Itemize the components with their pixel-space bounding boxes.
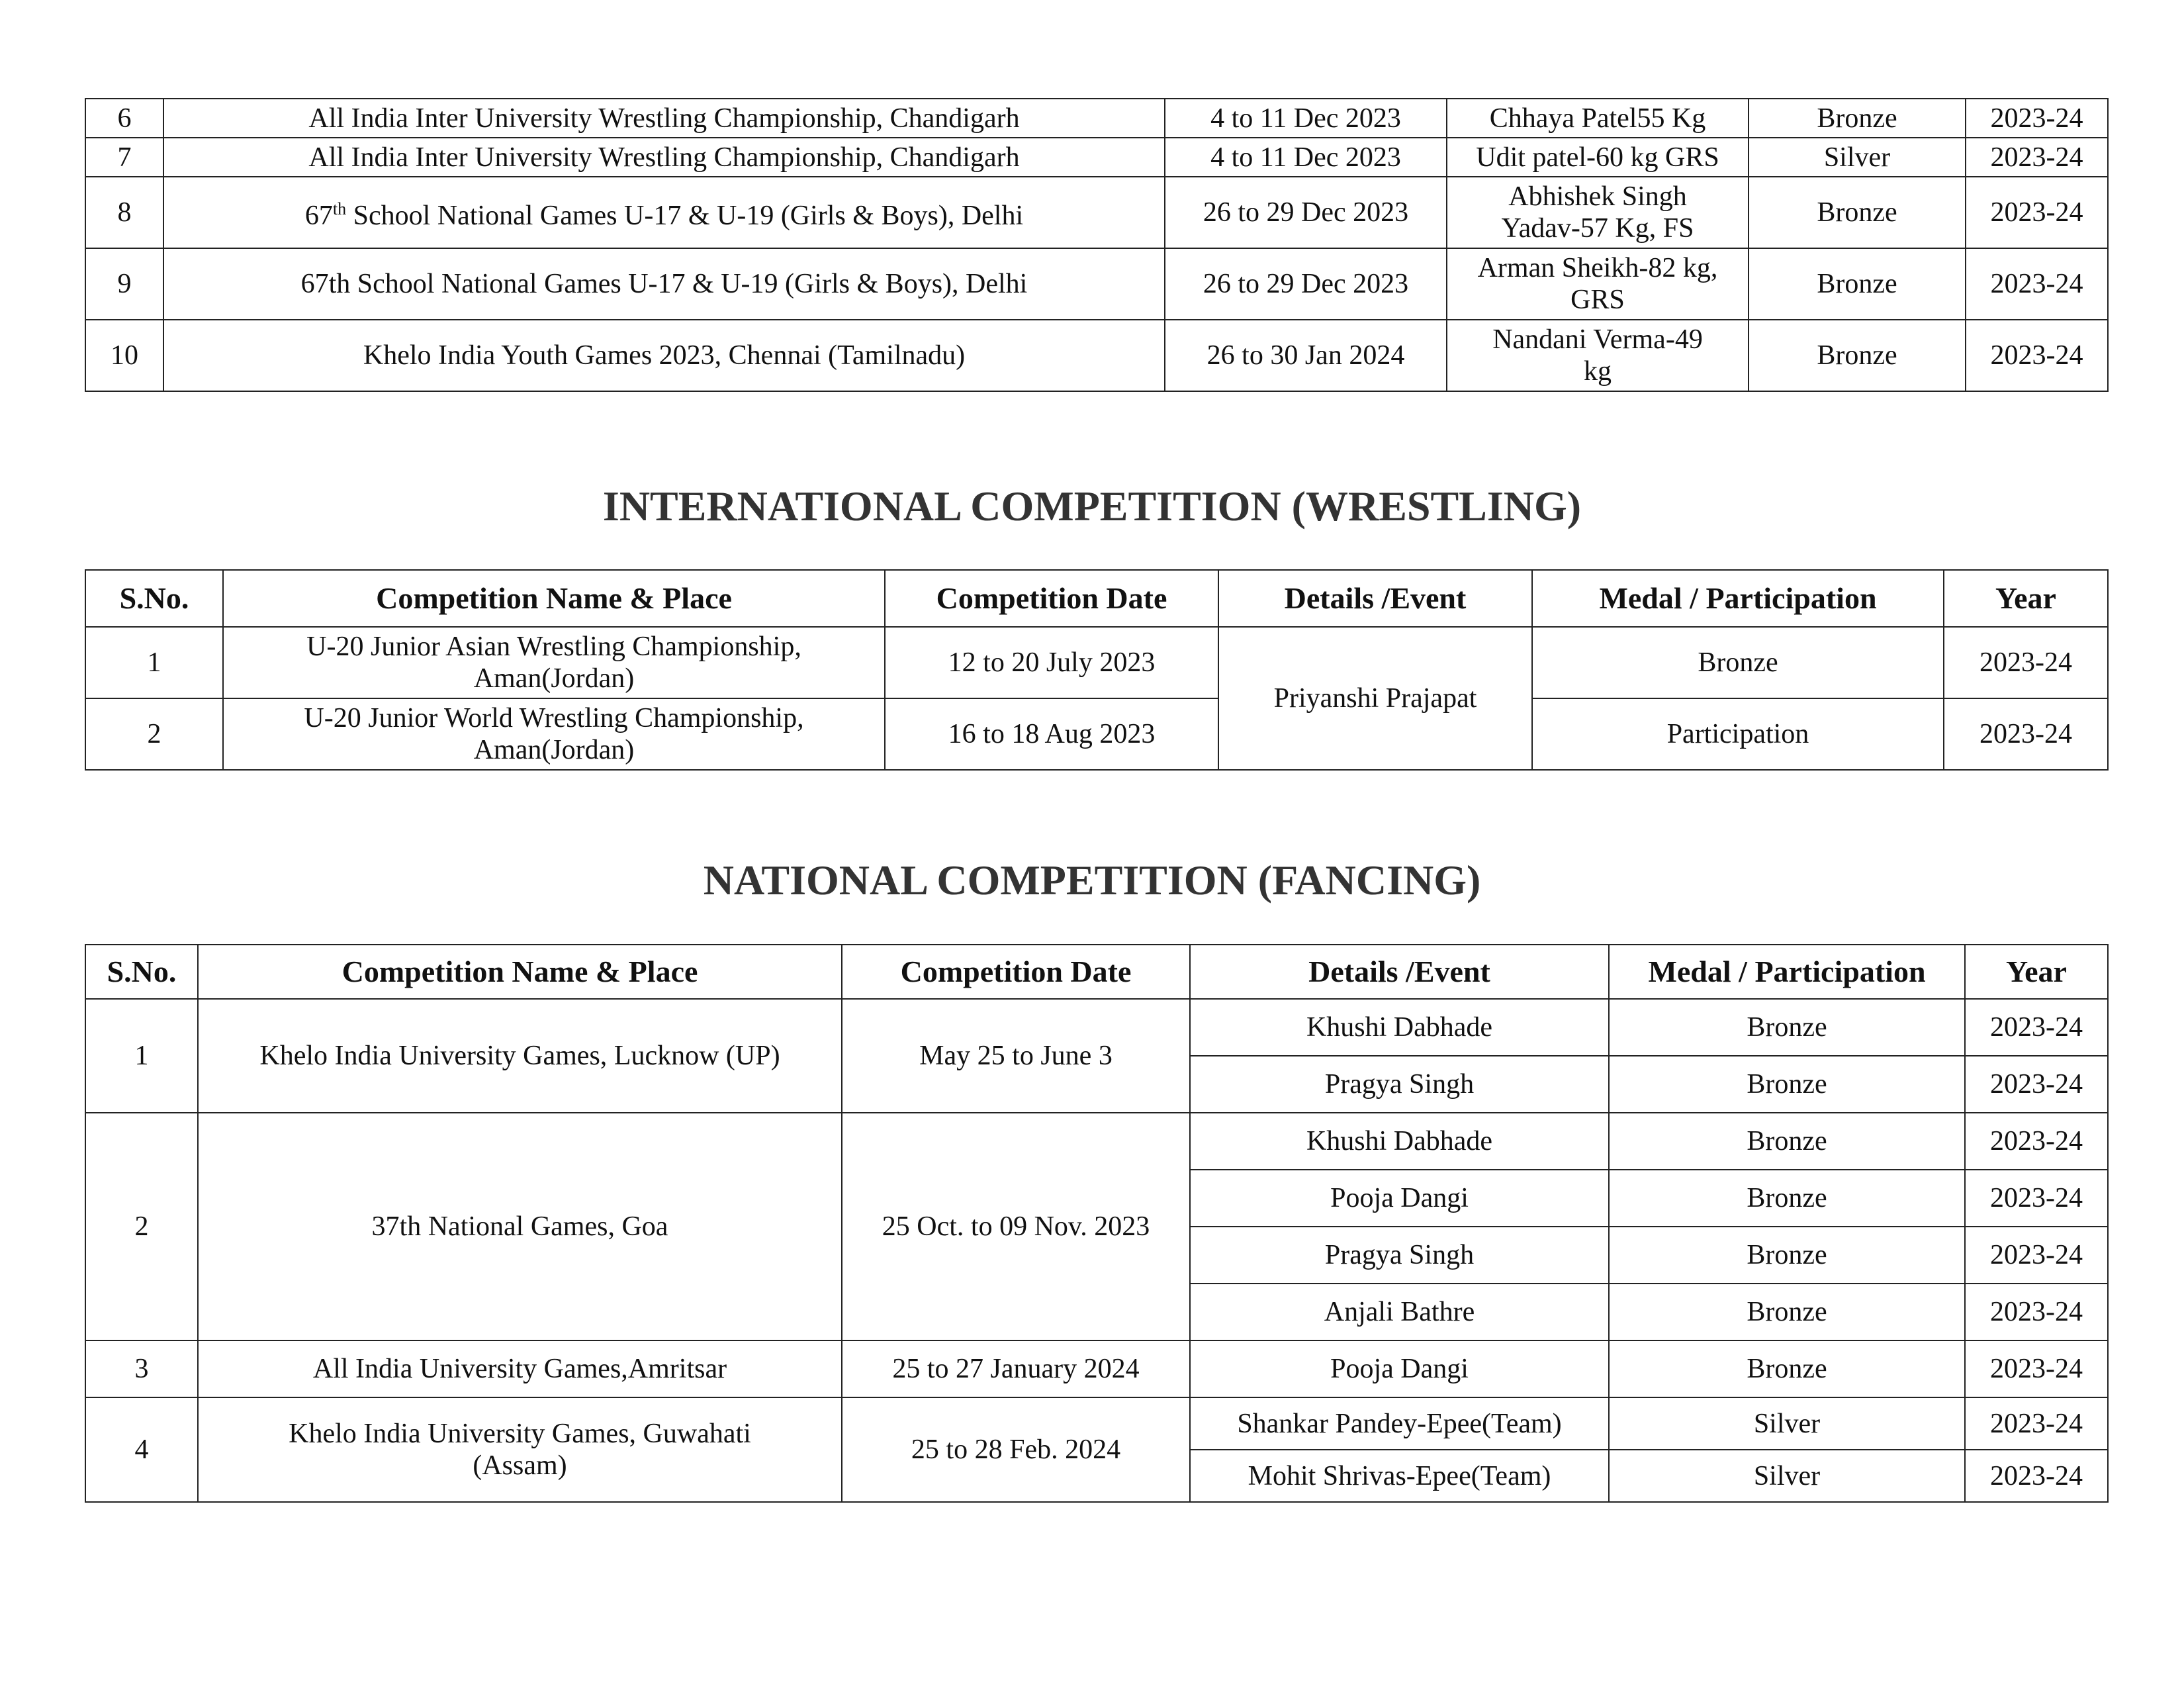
year-cell: 2023-24 (1965, 1397, 2108, 1450)
competition-line: U-20 Junior Asian Wrestling Championship, (306, 632, 801, 662)
details-line: Nandani Verma-49 (1492, 324, 1703, 355)
date-cell: 4 to 11 Dec 2023 (1165, 99, 1447, 138)
details-line: kg (1584, 356, 1612, 387)
competition-cell (223, 627, 885, 698)
competition-number: 67 (304, 201, 333, 231)
header-details: Details /Event (1190, 945, 1609, 999)
competition-name: School National Games U-17 & U-19 (Girls & Boys), Delhi (346, 201, 1024, 231)
competition-line: Aman(Jordan) (473, 735, 635, 765)
competition-cell: 67th School National Games U-17 & U-19 (Girls & Boys), Delhi (163, 248, 1165, 320)
competition-cell: All India University Games,Amritsar (198, 1340, 842, 1397)
competition-line: U-20 Junior World Wrestling Championship, (304, 703, 804, 733)
header-sno: S.No. (85, 945, 198, 999)
competition-cell (223, 698, 885, 770)
table-row (85, 999, 2108, 1056)
header-year: Year (1965, 945, 2108, 999)
details-cell: Mohit Shrivas-Epee(Team) (1190, 1450, 1609, 1502)
sno-cell: 6 (85, 99, 163, 138)
medal-cell: Bronze (1749, 320, 1966, 391)
date-cell: 12 to 20 July 2023 (885, 627, 1218, 698)
year-cell: 2023-24 (1966, 320, 2108, 391)
header-year: Year (1944, 570, 2108, 627)
section-heading-international-wrestling: INTERNATIONAL COMPETITION (WRESTLING) (602, 483, 1582, 530)
sno-cell: 4 (85, 1397, 198, 1502)
year-cell: 2023-24 (1965, 1450, 2108, 1502)
sno-cell: 1 (85, 627, 223, 698)
sno-cell: 10 (85, 320, 163, 391)
year-cell: 2023-24 (1966, 138, 2108, 177)
sno-cell: 3 (85, 1340, 198, 1397)
header-sno: S.No. (85, 570, 223, 627)
table-row (85, 138, 2108, 177)
medal-cell: Bronze (1609, 1113, 1965, 1170)
date-cell: 26 to 30 Jan 2024 (1165, 320, 1447, 391)
sno-cell: 9 (85, 248, 163, 320)
medal-cell: Silver (1609, 1450, 1965, 1502)
details-cell (1447, 320, 1749, 391)
year-cell: 2023-24 (1965, 1170, 2108, 1227)
table-row (85, 177, 2108, 248)
athlete-cell: Priyanshi Prajapat (1218, 627, 1532, 770)
header-competition: Competition Name & Place (198, 945, 842, 999)
medal-cell: Bronze (1609, 999, 1965, 1056)
medal-cell: Silver (1749, 138, 1966, 177)
table-row (85, 698, 2108, 770)
competition-line: Khelo India University Games, Guwahati (289, 1419, 751, 1449)
header-competition: Competition Name & Place (223, 570, 885, 627)
competition-line: (Assam) (473, 1450, 567, 1481)
wrestling-international-table (85, 569, 2109, 771)
date-cell: 25 Oct. to 09 Nov. 2023 (842, 1113, 1190, 1340)
sno-cell: 2 (85, 1113, 198, 1340)
details-line: GRS (1570, 285, 1625, 315)
table-row (85, 248, 2108, 320)
date-cell: 25 to 28 Feb. 2024 (842, 1397, 1190, 1502)
table-row (85, 1397, 2108, 1450)
details-cell: Udit patel-60 kg GRS (1447, 138, 1749, 177)
details-cell: Shankar Pandey-Epee(Team) (1190, 1397, 1609, 1450)
medal-cell: Participation (1532, 698, 1944, 770)
medal-cell: Bronze (1609, 1170, 1965, 1227)
ordinal-suffix: th (332, 199, 347, 218)
date-cell: 26 to 29 Dec 2023 (1165, 248, 1447, 320)
medal-cell: Silver (1609, 1397, 1965, 1450)
year-cell: 2023-24 (1966, 99, 2108, 138)
date-cell: 4 to 11 Dec 2023 (1165, 138, 1447, 177)
competition-cell: 37th National Games, Goa (198, 1113, 842, 1340)
year-cell: 2023-24 (1966, 248, 2108, 320)
competition-line: Aman(Jordan) (473, 663, 635, 694)
sno-cell: 1 (85, 999, 198, 1113)
competition-cell (198, 1397, 842, 1502)
table-row (85, 320, 2108, 391)
year-cell: 2023-24 (1944, 698, 2108, 770)
details-cell: Pragya Singh (1190, 1227, 1609, 1284)
sno-cell: 8 (85, 177, 163, 248)
header-date: Competition Date (842, 945, 1190, 999)
table-row (85, 1113, 2108, 1170)
medal-cell: Bronze (1609, 1056, 1965, 1113)
header-date: Competition Date (885, 570, 1218, 627)
sno-cell: 7 (85, 138, 163, 177)
medal-cell: Bronze (1609, 1227, 1965, 1284)
year-cell: 2023-24 (1965, 999, 2108, 1056)
year-cell: 2023-24 (1966, 177, 2108, 248)
medal-cell: Bronze (1749, 99, 1966, 138)
header-details: Details /Event (1218, 570, 1532, 627)
details-cell: Pooja Dangi (1190, 1340, 1609, 1397)
competition-cell: Khelo India University Games, Lucknow (UP) (198, 999, 842, 1113)
year-cell: 2023-24 (1944, 627, 2108, 698)
date-cell: 26 to 29 Dec 2023 (1165, 177, 1447, 248)
details-cell: Pooja Dangi (1190, 1170, 1609, 1227)
details-cell (1447, 248, 1749, 320)
details-cell: Khushi Dabhade (1190, 1113, 1609, 1170)
sno-cell: 2 (85, 698, 223, 770)
year-cell: 2023-24 (1965, 1340, 2108, 1397)
medal-cell: Bronze (1532, 627, 1944, 698)
table-row (85, 1340, 2108, 1397)
fencing-national-table (85, 944, 2109, 1503)
table-header-row (85, 570, 2108, 627)
medal-cell: Bronze (1749, 177, 1966, 248)
details-line: Arman Sheikh-82 kg, (1477, 253, 1718, 283)
competition-cell (163, 177, 1165, 248)
details-cell (1447, 177, 1749, 248)
date-cell: 25 to 27 January 2024 (842, 1340, 1190, 1397)
details-line: Abhishek Singh (1508, 181, 1687, 212)
competition-cell: All India Inter University Wrestling Championship, Chandigarh (163, 99, 1165, 138)
details-cell: Pragya Singh (1190, 1056, 1609, 1113)
medal-cell: Bronze (1609, 1284, 1965, 1340)
details-cell: Anjali Bathre (1190, 1284, 1609, 1340)
details-cell: Khushi Dabhade (1190, 999, 1609, 1056)
medal-cell: Bronze (1609, 1340, 1965, 1397)
header-medal: Medal / Participation (1609, 945, 1965, 999)
competition-cell: Khelo India Youth Games 2023, Chennai (Tamilnadu) (163, 320, 1165, 391)
table-header-row (85, 945, 2108, 999)
header-medal: Medal / Participation (1532, 570, 1944, 627)
wrestling-national-table (85, 98, 2109, 392)
date-cell: May 25 to June 3 (842, 999, 1190, 1113)
details-cell: Chhaya Patel55 Kg (1447, 99, 1749, 138)
date-cell: 16 to 18 Aug 2023 (885, 698, 1218, 770)
medal-cell: Bronze (1749, 248, 1966, 320)
competition-cell: All India Inter University Wrestling Championship, Chandigarh (163, 138, 1165, 177)
section-heading-national-fencing: NATIONAL COMPETITION (FANCING) (703, 857, 1481, 904)
year-cell: 2023-24 (1965, 1056, 2108, 1113)
table-row (85, 99, 2108, 138)
details-line: Yadav-57 Kg, FS (1501, 213, 1694, 244)
year-cell: 2023-24 (1965, 1284, 2108, 1340)
year-cell: 2023-24 (1965, 1113, 2108, 1170)
table-row (85, 627, 2108, 698)
year-cell: 2023-24 (1965, 1227, 2108, 1284)
